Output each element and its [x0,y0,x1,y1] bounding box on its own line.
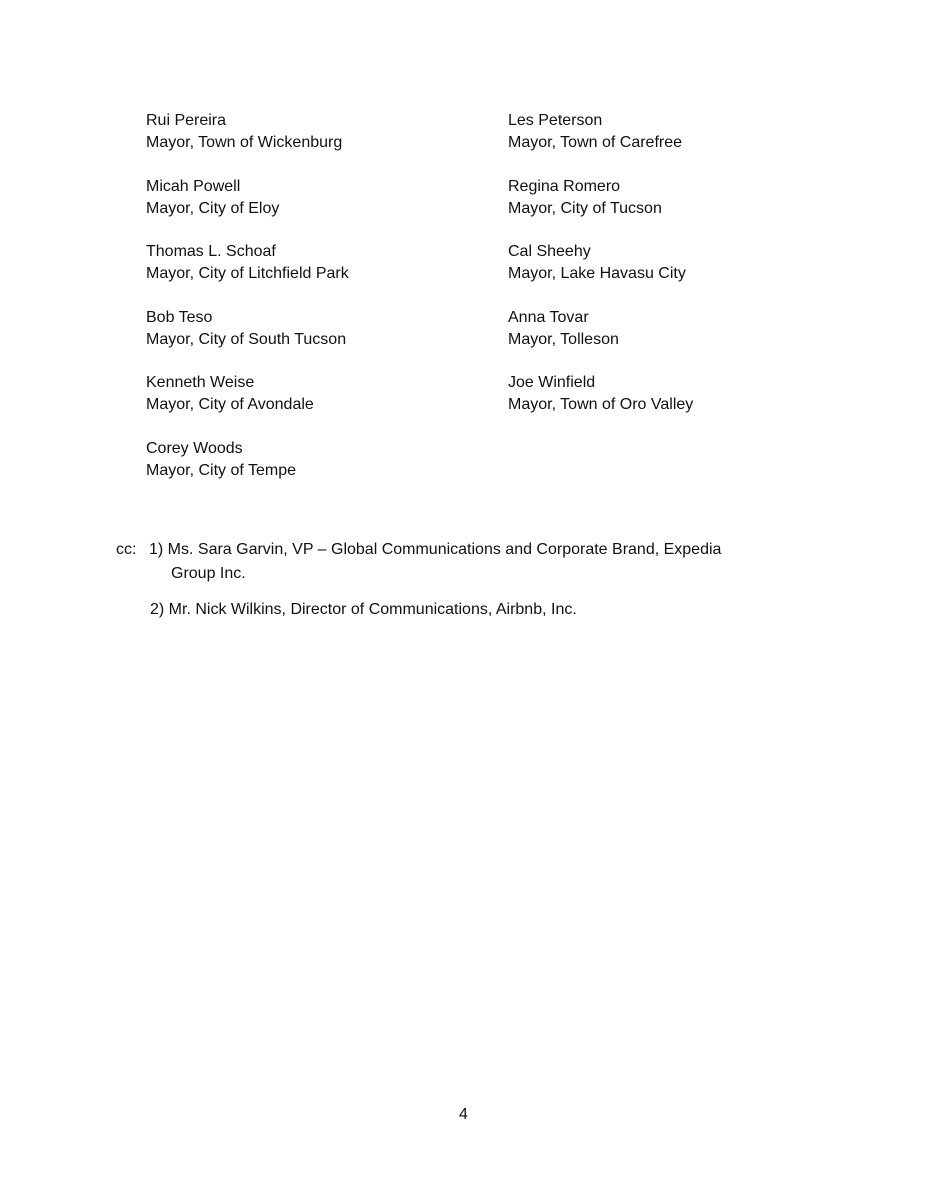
cc-recipient-2: 2) Mr. Nick Wilkins, Director of Communications, Airbnb, Inc. [150,601,577,618]
signatory-title: Mayor, City of South Tucson [146,331,347,348]
signatory [508,307,619,351]
signatory [146,438,296,482]
signatory-title: Mayor, City of Litchfield Park [146,265,349,282]
signatory-name: Joe Winfield [508,374,596,391]
signatory-name: Rui Pereira [146,112,227,129]
signatory-name: Regina Romero [508,178,621,195]
signatory [508,176,662,220]
signatory [508,372,693,416]
cc-recipient-1-line1: 1) Ms. Sara Garvin, VP – Global Communications and Corporate Brand, Expedia [149,541,722,558]
cc-label: cc: [116,541,137,558]
signatory [146,110,342,154]
signatory-title: Mayor, City of Eloy [146,200,280,217]
signatory-name: Micah Powell [146,178,241,195]
signatory-name: Les Peterson [508,112,603,129]
signatory [146,176,279,220]
signatory-title: Mayor, Town of Oro Valley [508,396,694,413]
signatory [508,110,682,154]
signatory [146,372,314,416]
signatory-name: Thomas L. Schoaf [146,243,276,260]
signatory-name: Anna Tovar [508,309,589,326]
signatory-title: Mayor, Town of Wickenburg [146,134,343,151]
signatory [146,307,346,351]
signatory-name: Cal Sheehy [508,243,591,260]
signatory-title: Mayor, City of Tempe [146,462,296,479]
signatory-title: Mayor, City of Avondale [146,396,314,413]
signatory-name: Corey Woods [146,440,243,457]
signatory [508,241,686,285]
cc-recipient-1-line2: Group Inc. [171,565,246,582]
signatory-title: Mayor, City of Tucson [508,200,662,217]
signatory-title: Mayor, Lake Havasu City [508,265,686,282]
signatory-name: Bob Teso [146,309,213,326]
signatory-title: Mayor, Town of Carefree [508,134,683,151]
page-number: 4 [459,1106,468,1123]
signatory [146,241,349,285]
signatory-title: Mayor, Tolleson [508,331,619,348]
signatory-name: Kenneth Weise [146,374,255,391]
